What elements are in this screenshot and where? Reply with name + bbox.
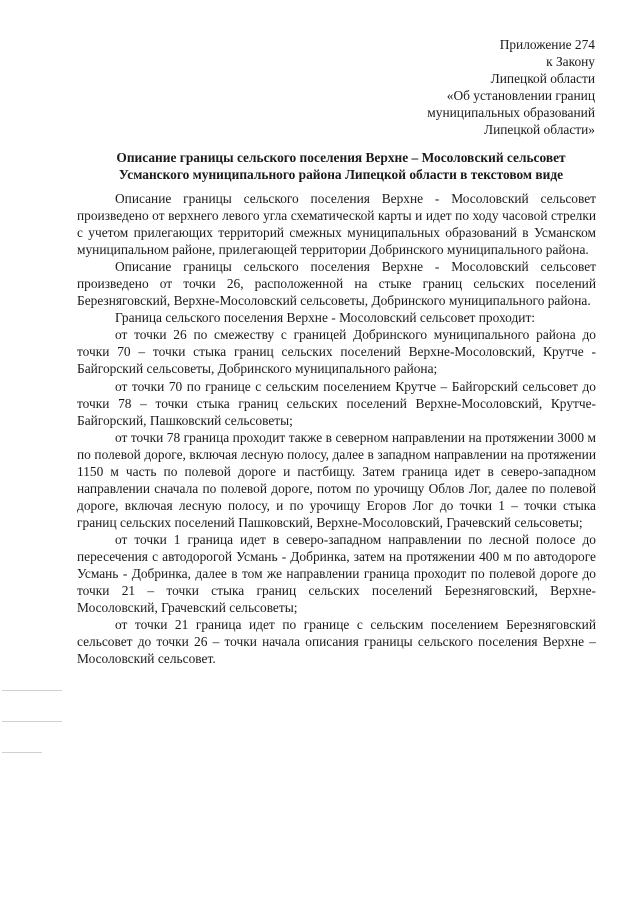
appendix-header <box>427 36 595 139</box>
appendix-law-title-3: Липецкой области» <box>483 122 595 138</box>
document-title-line-1: Описание границы сельского поселения Верхне – Мосоловский сельсовет <box>116 150 566 165</box>
appendix-law-title-2: муниципальных образований <box>427 105 595 121</box>
body-paragraph: Описание границы сельского поселения Верхне - Мосоловский сельсовет произведено от верхнего левого угла схематической карты и идет по ходу часовой стрелки с учетом прилегающих территорий смежных муниципальных образований в Усманском муниципальном районе, прилегающей территории Добринского муниципального района. <box>77 191 596 258</box>
scan-artifact <box>2 752 42 753</box>
body-paragraph: от точки 21 граница идет по границе с сельским поселением Березняговский сельсовет до точки 26 – точки начала описания границы сельского поселения Верхне – Мосоловский сельсовет. <box>77 617 596 667</box>
body-paragraph: от точки 70 по границе с сельским поселением Крутче – Байгорский сельсовет до точки 78 – точки стыка границ сельских поселений Верхне-Мосоловский, Крутче-Байгорский, Пашковский сельсоветы; <box>77 378 596 428</box>
body-paragraph: Описание границы сельского поселения Верхне - Мосоловский сельсовет произведено от точки 26, расположенной на стыке границ сельских поселений Березняговский, Верхне-Мосоловский сельсоветы, Добринского муниципального района. <box>77 259 596 309</box>
document-title-line-2: Усманского муниципального района Липецкой области в текстовом виде <box>118 167 564 182</box>
body-paragraph: Граница сельского поселения Верхне - Мосоловский сельсовет проходит: <box>115 310 536 326</box>
appendix-region: Липецкой области <box>490 71 595 87</box>
body-paragraph: от точки 26 по смежеству с границей Добринского муниципального района до точки 70 – точки стыка границ сельских поселений Верхне-Мосоловский, Крутче - Байгорский сельсоветы, Добринского муниципального района; <box>77 327 596 377</box>
appendix-number: Приложение 274 <box>499 37 595 52</box>
appendix-law-ref: к Закону <box>546 54 595 70</box>
document-title <box>78 149 604 183</box>
scan-artifact <box>2 690 62 691</box>
body-paragraph: от точки 78 граница проходит также в северном направлении на протяжении 3000 м по полевой дороге, включая лесную полосу, далее в западном направлении на протяжении 1150 м часть по полевой дороге и пастбищу. Затем граница идет в северо-западном направлении сначала по полевой дороге, потом по урочищу Облов Лог, далее по полевой дороге, включая лесную полосу, и по урочищу Егоров Лог до точки 1 – точки стыка границ сельских поселений Пашковский, Верхне-Мосоловский, Грачевский сельсоветы; <box>77 429 596 530</box>
scan-artifact <box>2 721 62 722</box>
document-body <box>77 190 596 667</box>
appendix-law-title-1: «Об установлении границ <box>446 88 595 104</box>
body-paragraph: от точки 1 граница идет в северо-западном направлении по лесной полосе до пересечения с автодорогой Усмань - Добринка, затем на протяжении 400 м по автодороге Усмань - Добринка, далее в том же направлении граница проходит по полевой дороге до точки 21 – точки стыка границ сельских поселений Березняговский, Верхне-Мосоловский, Грачевский сельсоветы; <box>77 531 596 616</box>
